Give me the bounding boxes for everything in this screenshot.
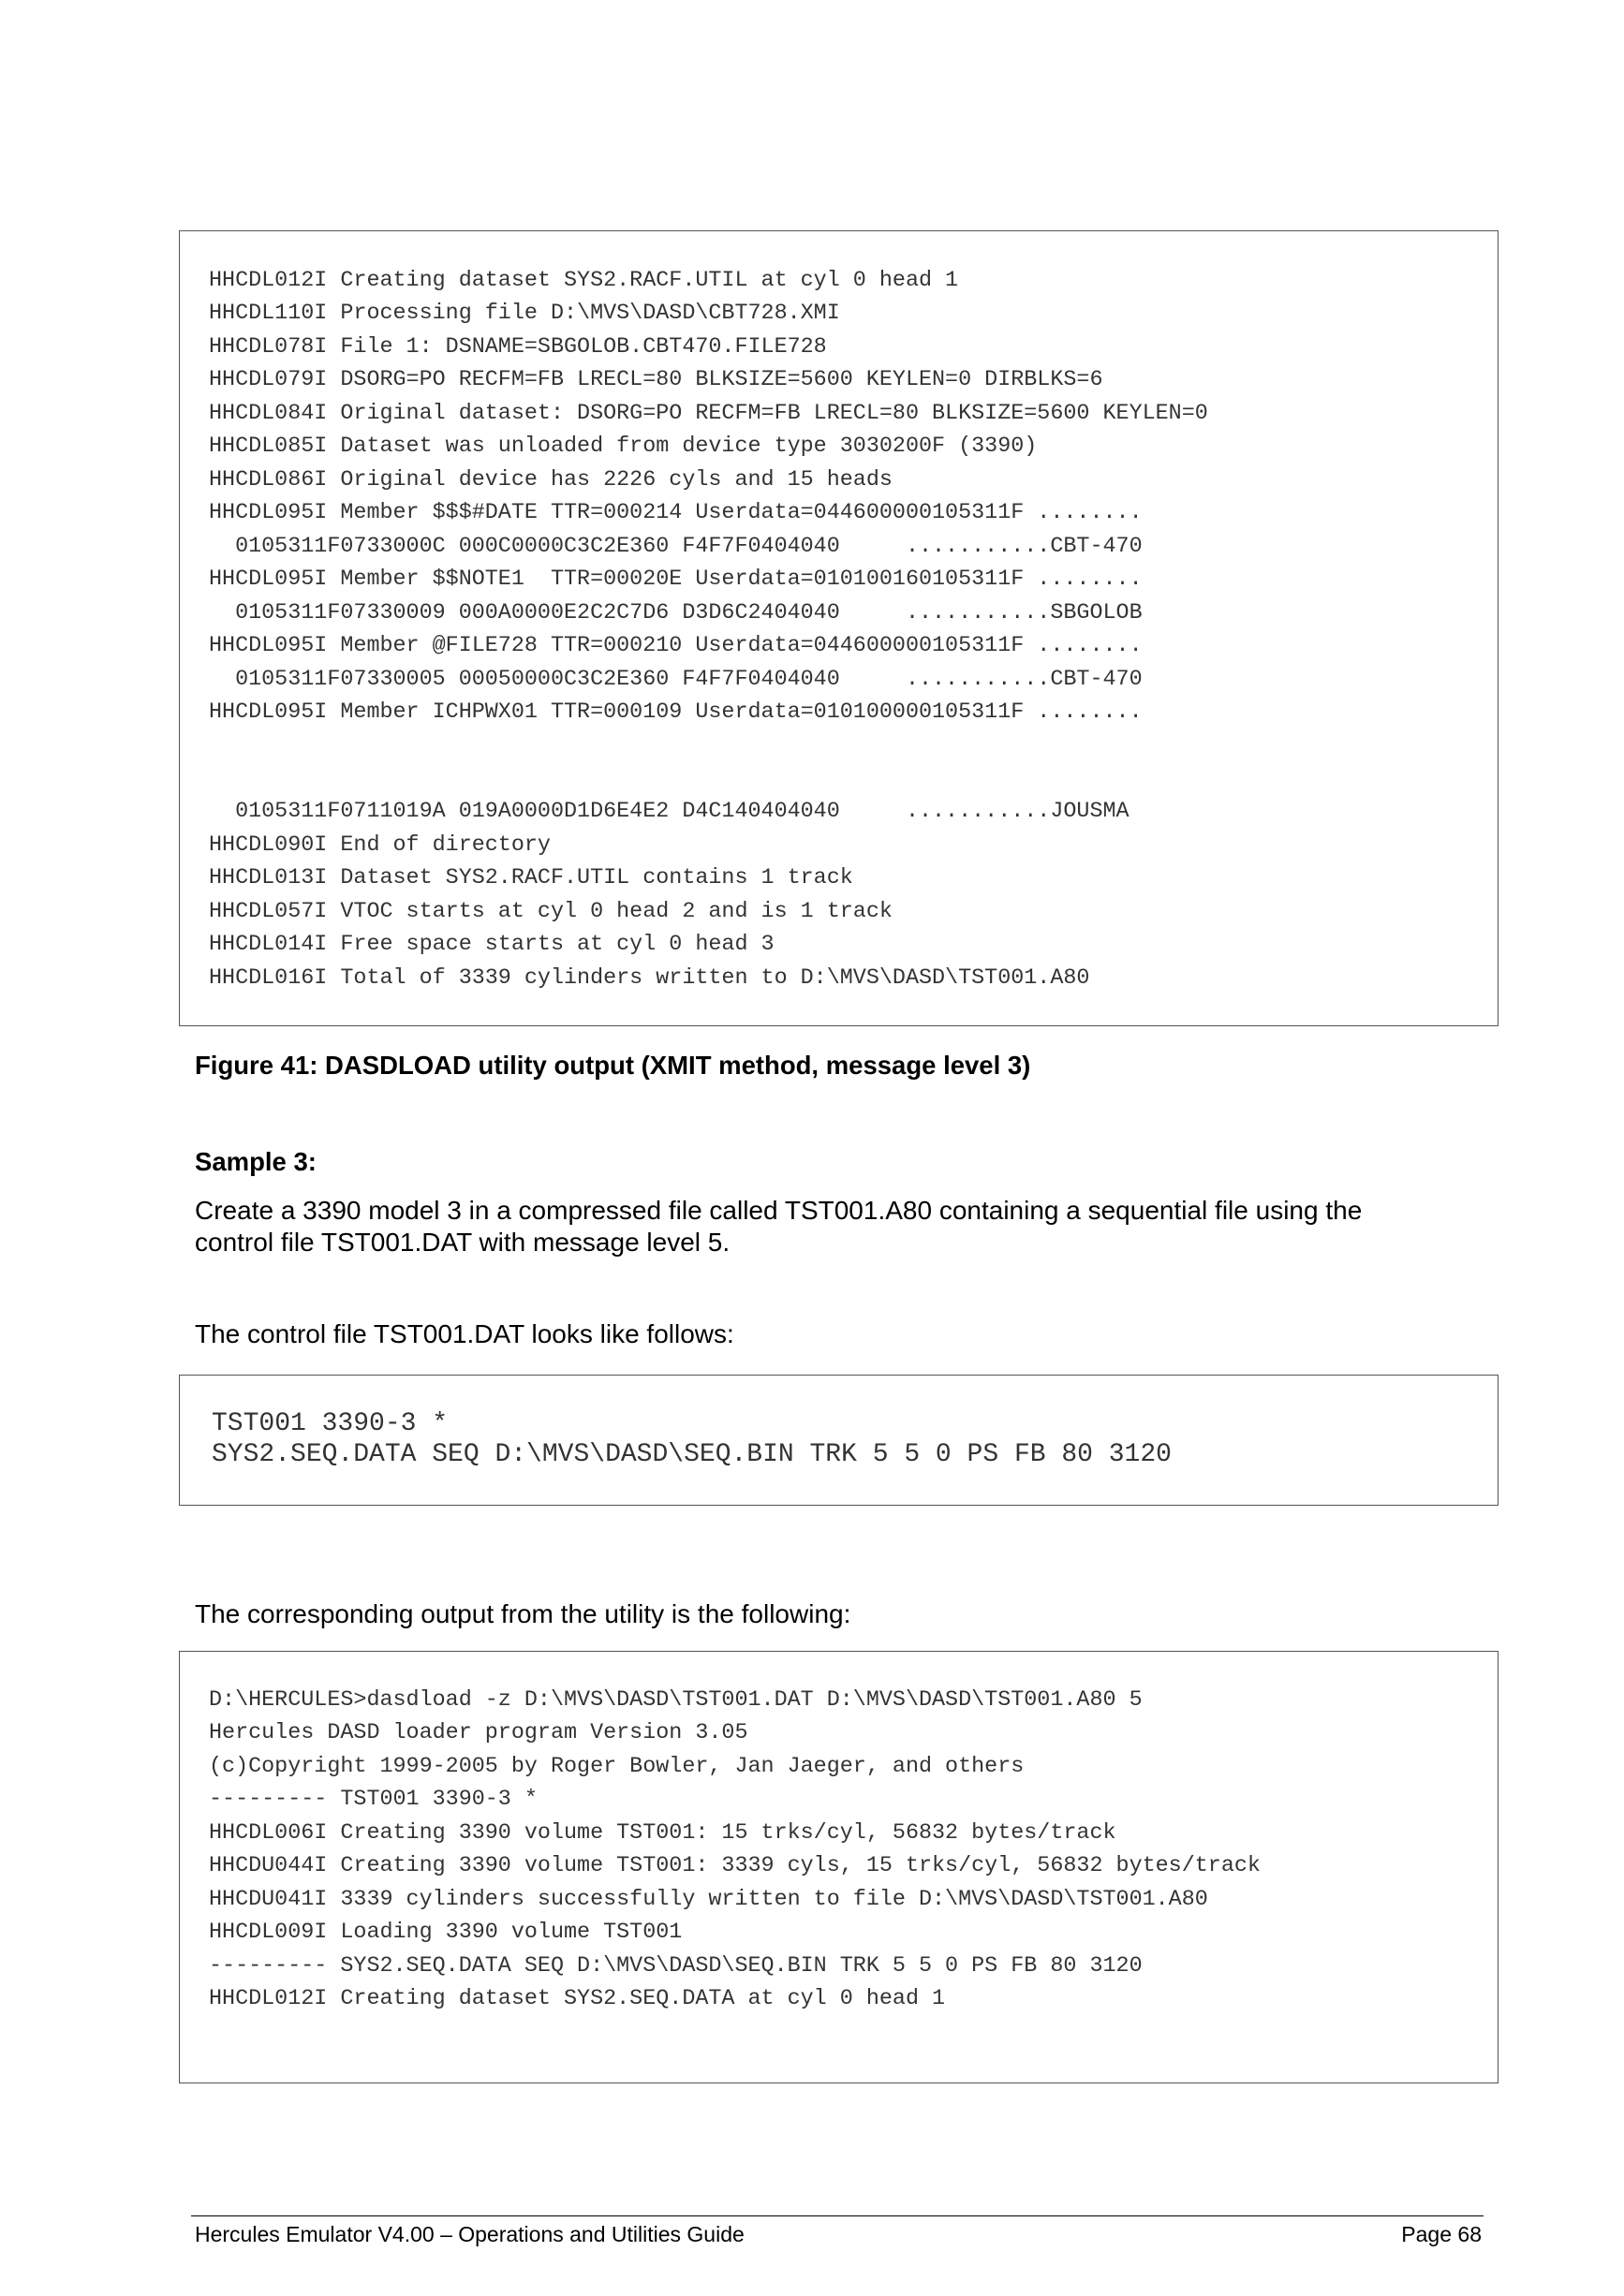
output-line: Hercules DASD loader program Version 3.05	[209, 1721, 748, 1745]
control-line: TST001 3390-3 *	[212, 1409, 449, 1438]
output-intro: The corresponding output from the utility is the following:	[195, 1599, 851, 1628]
control-file-box	[179, 1375, 1499, 1506]
code-line: HHCDL079I DSORG=PO RECFM=FB LRECL=80 BLKSIZE=5600 KEYLEN=0 DIRBLKS=6	[209, 368, 1103, 392]
description-line: control file TST001.DAT with message level 5.	[195, 1228, 731, 1257]
figure-41-code-box	[179, 230, 1499, 1026]
utility-output-box	[179, 1651, 1499, 2083]
control-file-intro: The control file TST001.DAT looks like follows:	[195, 1319, 734, 1348]
code-line: HHCDL095I Member @FILE728 TTR=000210 Userdata=044600000105311F ........	[209, 634, 1143, 658]
code-line: 0105311F07330005 00050000C3C2E360 F4F7F0404040 ...........CBT-470	[209, 668, 1143, 692]
code-line: HHCDL095I Member ICHPWX01 TTR=000109 Userdata=010100000105311F ........	[209, 700, 1143, 725]
description-line: Create a 3390 model 3 in a compressed file called TST001.A80 containing a sequential file using the	[195, 1196, 1363, 1225]
code-line: 0105311F07330009 000A0000E2C2C7D6 D3D6C2404040 ...........SBGOLOB	[209, 601, 1143, 626]
output-line: (c)Copyright 1999-2005 by Roger Bowler, Jan Jaeger, and others	[209, 1755, 1025, 1779]
output-line: HHCDU041I 3339 cylinders successfully written to file D:\MVS\DASD\TST001.A80	[209, 1888, 1208, 1912]
footer-title: Hercules Emulator V4.00 – Operations and Utilities Guide	[195, 2222, 745, 2246]
code-line: 0105311F0711019A 019A0000D1D6E4E2 D4C140404040 ...........JOUSMA	[209, 800, 1129, 824]
output-line: HHCDL006I Creating 3390 volume TST001: 15 trks/cyl, 56832 bytes/track	[209, 1821, 1116, 1846]
output-line: --------- SYS2.SEQ.DATA SEQ D:\MVS\DASD\SEQ.BIN TRK 5 5 0 PS FB 80 3120	[209, 1954, 1143, 1979]
output-line: --------- TST001 3390-3 *	[209, 1788, 538, 1812]
code-line: HHCDL078I File 1: DSNAME=SBGOLOB.CBT470.FILE728	[209, 335, 827, 360]
section-heading: Sample 3:	[195, 1147, 317, 1176]
page-number: Page 68	[1401, 2222, 1482, 2246]
code-line: HHCDL085I Dataset was unloaded from device type 3030200F (3390)	[209, 434, 1038, 459]
figure-caption: Figure 41: DASDLOAD utility output (XMIT method, message level 3)	[195, 1051, 1031, 1080]
code-line: HHCDL110I Processing file D:\MVS\DASD\CBT728.XMI	[209, 302, 840, 326]
output-line: HHCDU044I Creating 3390 volume TST001: 3339 cyls, 15 trks/cyl, 56832 bytes/track	[209, 1854, 1261, 1878]
code-line: HHCDL086I Original device has 2226 cyls and 15 heads	[209, 468, 893, 493]
code-line: 0105311F0733000C 000C0000C3C2E360 F4F7F0404040 ...........CBT-470	[209, 535, 1143, 559]
code-line: HHCDL013I Dataset SYS2.RACF.UTIL contains 1 track	[209, 866, 853, 890]
code-line: HHCDL016I Total of 3339 cylinders written to D:\MVS\DASD\TST001.A80	[209, 966, 1090, 991]
code-line: HHCDL095I Member $$NOTE1 TTR=00020E Userdata=010100160105311F ........	[209, 567, 1143, 592]
code-line: HHCDL057I VTOC starts at cyl 0 head 2 and is 1 track	[209, 900, 893, 924]
code-line: HHCDL095I Member $$$#DATE TTR=000214 Userdata=044600000105311F ........	[209, 501, 1143, 525]
control-line: SYS2.SEQ.DATA SEQ D:\MVS\DASD\SEQ.BIN TRK 5 5 0 PS FB 80 3120	[212, 1440, 1172, 1469]
code-line: HHCDL084I Original dataset: DSORG=PO RECFM=FB LRECL=80 BLKSIZE=5600 KEYLEN=0	[209, 402, 1208, 426]
output-line: HHCDL009I Loading 3390 volume TST001	[209, 1921, 683, 1945]
footer-rule	[191, 2215, 1484, 2216]
code-line: HHCDL012I Creating dataset SYS2.RACF.UTIL at cyl 0 head 1	[209, 269, 959, 293]
output-line: D:\HERCULES>dasdload -z D:\MVS\DASD\TST001.DAT D:\MVS\DASD\TST001.A80 5	[209, 1688, 1143, 1713]
code-line: HHCDL014I Free space starts at cyl 0 head 3	[209, 933, 775, 957]
output-line: HHCDL012I Creating dataset SYS2.SEQ.DATA at cyl 0 head 1	[209, 1987, 946, 2011]
code-line: HHCDL090I End of directory	[209, 833, 551, 858]
